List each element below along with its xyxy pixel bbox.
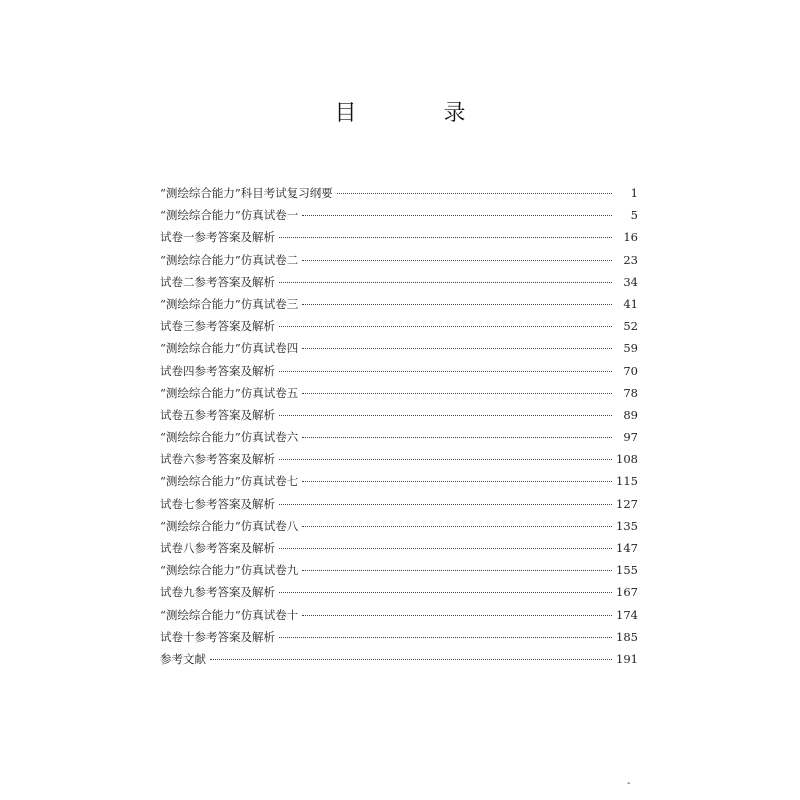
toc-entry-title: 试卷九参考答案及解析 [160,585,275,600]
toc-entry-page-number: 108 [616,452,638,467]
toc-entry-page-number: 34 [623,274,638,289]
toc-entry-page-number: 89 [623,407,638,422]
toc-entry-page-number: 191 [616,651,638,666]
toc-entry-title: “测绘综合能力”仿真试卷四 [160,341,299,356]
dot-leader [302,570,612,571]
toc-entry-title: 试卷一参考答案及解析 [160,230,275,245]
toc-entry[interactable] [160,382,638,404]
toc-entry-title: “测绘综合能力”科目考试复习纲要 [160,186,333,200]
toc-entry-page-number: 174 [616,607,638,622]
toc-entry[interactable] [160,360,638,382]
dot-leader [279,459,612,460]
toc-entry-page-number: 78 [623,385,638,400]
dot-leader [302,260,612,261]
dot-leader [302,615,612,616]
toc-entry-title: “测绘综合能力”仿真试卷三 [160,296,299,311]
toc-entry[interactable] [160,249,638,271]
toc-entry-page-number: 5 [630,208,638,223]
toc-entry[interactable] [160,626,638,648]
toc-entry-page-number: 1 [630,186,638,200]
toc-entry[interactable] [160,182,638,204]
toc-entry-page-number: 70 [623,363,638,378]
dot-leader [279,282,612,283]
dot-leader [279,504,612,505]
page-footer-mark: - [627,778,631,789]
toc-entry-title: “测绘综合能力”仿真试卷一 [160,208,299,223]
toc-entry[interactable] [160,537,638,559]
toc-entry[interactable] [160,293,638,315]
toc-entry-title: “测绘综合能力”仿真试卷二 [160,252,299,267]
toc-entry-title: 试卷八参考答案及解析 [160,541,275,555]
toc-entry-page-number: 115 [616,474,638,489]
dot-leader [302,348,612,349]
toc-entry-page-number: 147 [616,541,638,555]
toc-entry-page-number: 59 [623,341,638,356]
toc-entry[interactable] [160,204,638,226]
toc-entry[interactable] [160,470,638,492]
toc-entry-title: “测绘综合能力”仿真试卷八 [160,518,299,533]
toc-entry[interactable] [160,604,638,626]
toc-entry-title: “测绘综合能力”仿真试卷七 [160,474,299,489]
toc-entry[interactable] [160,493,638,515]
dot-leader [279,326,612,327]
toc-entry-page-number: 155 [616,563,638,578]
toc-entry-page-number: 167 [616,585,638,600]
toc-entry[interactable] [160,426,638,448]
toc-entry[interactable] [160,271,638,293]
toc-entry[interactable] [160,337,638,359]
toc-entry[interactable] [160,515,638,537]
toc-entry-title: 试卷五参考答案及解析 [160,407,275,422]
toc-entry[interactable] [160,315,638,337]
toc-entry-page-number: 52 [623,319,638,334]
dot-leader [302,304,612,305]
toc-entry-page-number: 185 [616,629,638,644]
dot-leader [279,592,612,593]
toc-entry-title: “测绘综合能力”仿真试卷六 [160,430,299,445]
toc-entry-title: 试卷七参考答案及解析 [160,496,275,511]
toc-entry-title: 试卷二参考答案及解析 [160,274,275,289]
toc-entry-title: 试卷十参考答案及解析 [160,629,275,644]
dot-leader [337,193,612,194]
toc-entry-title: 试卷六参考答案及解析 [160,452,275,467]
toc-entry-title: “测绘综合能力”仿真试卷九 [160,563,299,578]
toc-entry[interactable] [160,559,638,581]
toc-entry[interactable] [160,648,638,670]
dot-leader [279,415,612,416]
toc-entry-page-number: 127 [616,496,638,511]
toc-entry-page-number: 16 [623,230,638,245]
toc-entry-title: “测绘综合能力”仿真试卷十 [160,607,299,622]
dot-leader [302,437,612,438]
toc-entry-title: 参考文献 [160,651,206,666]
toc-entry-title: 试卷三参考答案及解析 [160,319,275,334]
table-of-contents [160,182,638,670]
toc-entry[interactable] [160,404,638,426]
toc-entry[interactable] [160,581,638,603]
toc-entry-title: 试卷四参考答案及解析 [160,363,275,378]
toc-entry-page-number: 23 [623,252,638,267]
dot-leader [279,548,612,549]
dot-leader [210,659,612,660]
dot-leader [302,215,612,216]
dot-leader [279,371,612,372]
toc-entry[interactable] [160,226,638,248]
toc-entry-page-number: 41 [623,296,638,311]
toc-entry-page-number: 97 [623,430,638,445]
dot-leader [302,481,612,482]
toc-entry-title: “测绘综合能力”仿真试卷五 [160,385,299,400]
page-title: 目 录 [334,101,506,126]
toc-entry[interactable] [160,448,638,470]
toc-entry-page-number: 135 [616,518,638,533]
dot-leader [279,237,612,238]
dot-leader [302,526,612,527]
dot-leader [279,637,612,638]
dot-leader [302,393,612,394]
